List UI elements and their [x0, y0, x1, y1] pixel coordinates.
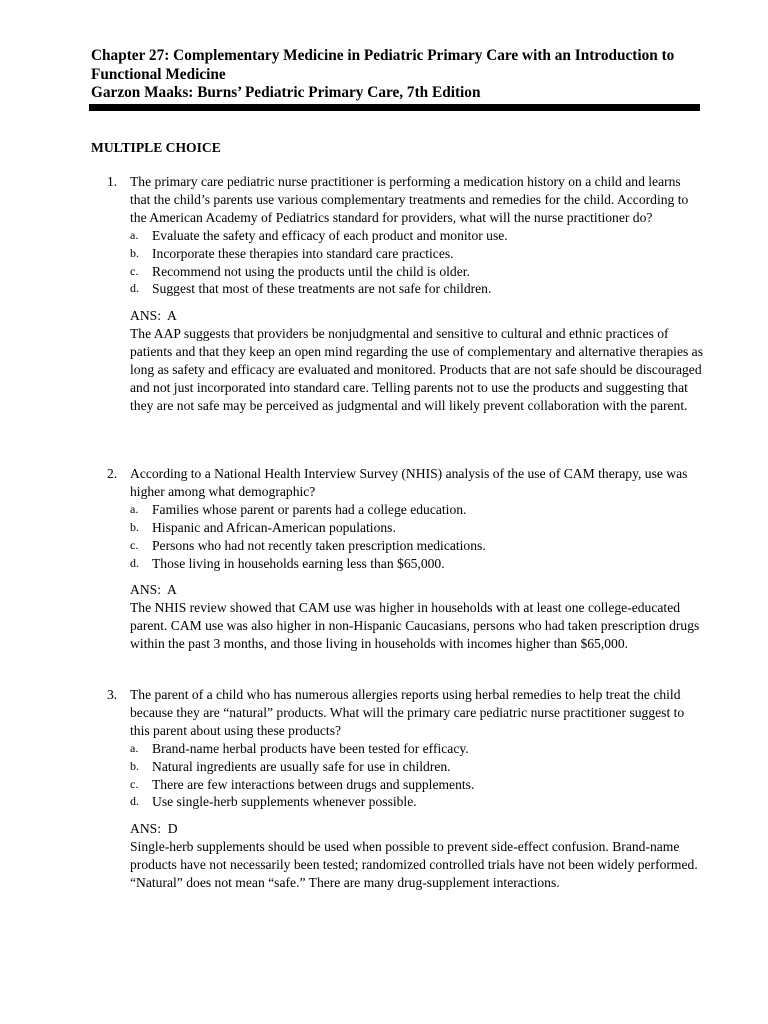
option-c	[130, 776, 703, 794]
section-title: MULTIPLE CHOICE	[91, 140, 221, 155]
header-rule	[89, 104, 700, 111]
book-title: Garzon Maaks: Burns’ Pediatric Primary Care, 7th Edition	[91, 84, 481, 101]
option-text: Hispanic and African-American populations.	[152, 519, 396, 535]
option-b	[130, 245, 703, 263]
option-text: Families whose parent or parents had a college education.	[152, 501, 467, 517]
answer-letter: A	[167, 582, 177, 598]
question-1	[107, 173, 703, 415]
option-text: Recommend not using the products until the child is older.	[152, 263, 470, 279]
option-letter: d.	[130, 794, 139, 809]
question-stem: The parent of a child who has numerous allergies reports using herbal remedies to help treat the child because they are “natural” products. What will the primary care pediatric nurse practitioner suggest to this parent about using these products?	[130, 687, 685, 738]
option-text: Persons who had not recently taken prescription medications.	[152, 537, 486, 553]
question-number: 1.	[107, 174, 118, 189]
question-stem: The primary care pediatric nurse practitioner is performing a medication history on a child and learns that the child’s parents use various complementary treatments and remedies for the child. According to the American Academy of Pediatrics standard for providers, what will the nurse practitioner do?	[130, 174, 689, 225]
option-text: Those living in households earning less than $65,000.	[152, 555, 445, 571]
option-letter: b.	[130, 758, 139, 773]
option-letter: a.	[130, 501, 139, 516]
question-2	[107, 465, 703, 653]
option-c	[130, 537, 703, 555]
answer-prefix: ANS:	[130, 308, 161, 324]
option-letter: c.	[130, 537, 139, 552]
option-d	[130, 555, 703, 573]
option-text: Natural ingredients are usually safe for use in children.	[152, 758, 451, 774]
document-header	[91, 47, 701, 103]
option-letter: d.	[130, 555, 139, 570]
option-text: Suggest that most of these treatments are not safe for children.	[152, 281, 492, 297]
question-number: 2.	[107, 466, 118, 481]
option-text: There are few interactions between drugs and supplements.	[152, 776, 475, 792]
answer-line	[130, 307, 703, 325]
answer-rationale: Single-herb supplements should be used when possible to prevent side-effect confusion. Brand-name products have not necessarily been tested; randomized controlled trials have not been widely performed. “Natural” does not mean “safe.” There are many drug-supplement interactions.	[130, 839, 698, 891]
option-text: Use single-herb supplements whenever possible.	[152, 794, 417, 810]
answer-letter: A	[167, 308, 177, 324]
option-letter: a.	[130, 227, 139, 242]
answer-rationale: The AAP suggests that providers be nonjudgmental and sensitive to cultural and ethnic practices of patients and that they keep an open mind regarding the use of complementary and alternative therapies as long as safety and efficacy are evaluated and monitored. Products that are not safe should be discouraged and not just incorporated into standard care. Telling parents not to use the products and suggesting that they are not safe may be perceived as judgmental and will likely prevent collaboration with the parent.	[130, 326, 703, 413]
option-letter: d.	[130, 281, 139, 296]
option-b	[130, 519, 703, 537]
answer-line	[130, 581, 703, 599]
option-b	[130, 758, 703, 776]
answer-block	[130, 307, 703, 414]
option-letter: a.	[130, 740, 139, 755]
answer-block	[130, 581, 703, 653]
option-a	[130, 227, 703, 245]
option-d	[130, 280, 703, 298]
option-text: Brand-name herbal products have been tested for efficacy.	[152, 740, 469, 756]
question-number: 3.	[107, 687, 118, 702]
option-text: Incorporate these therapies into standard care practices.	[152, 245, 454, 261]
option-a	[130, 740, 703, 758]
option-letter: c.	[130, 263, 139, 278]
option-list	[107, 501, 703, 573]
option-list	[107, 227, 703, 299]
option-letter: b.	[130, 245, 139, 260]
option-a	[130, 501, 703, 519]
answer-block	[130, 820, 703, 892]
answer-letter: D	[167, 821, 178, 837]
option-d	[130, 793, 703, 811]
option-letter: b.	[130, 519, 139, 534]
option-text: Evaluate the safety and efficacy of each product and monitor use.	[152, 227, 508, 243]
answer-prefix: ANS:	[130, 582, 161, 598]
chapter-title: Chapter 27: Complementary Medicine in Pediatric Primary Care with an Introduction to Functional Medicine	[91, 47, 675, 83]
answer-prefix: ANS:	[130, 821, 161, 837]
option-list	[107, 740, 703, 812]
answer-rationale: The NHIS review showed that CAM use was higher in households with at least one college-educated parent. CAM use was also higher in non-Hispanic Caucasians, persons who had taken prescription drugs within the past 3 months, and those living in households with incomes higher than $65,000.	[130, 600, 700, 652]
question-stem: According to a National Health Interview Survey (NHIS) analysis of the use of CAM therapy, use was higher among what demographic?	[130, 466, 688, 499]
option-c	[130, 263, 703, 281]
option-letter: c.	[130, 776, 139, 791]
question-3	[107, 686, 703, 892]
answer-line	[130, 820, 703, 838]
